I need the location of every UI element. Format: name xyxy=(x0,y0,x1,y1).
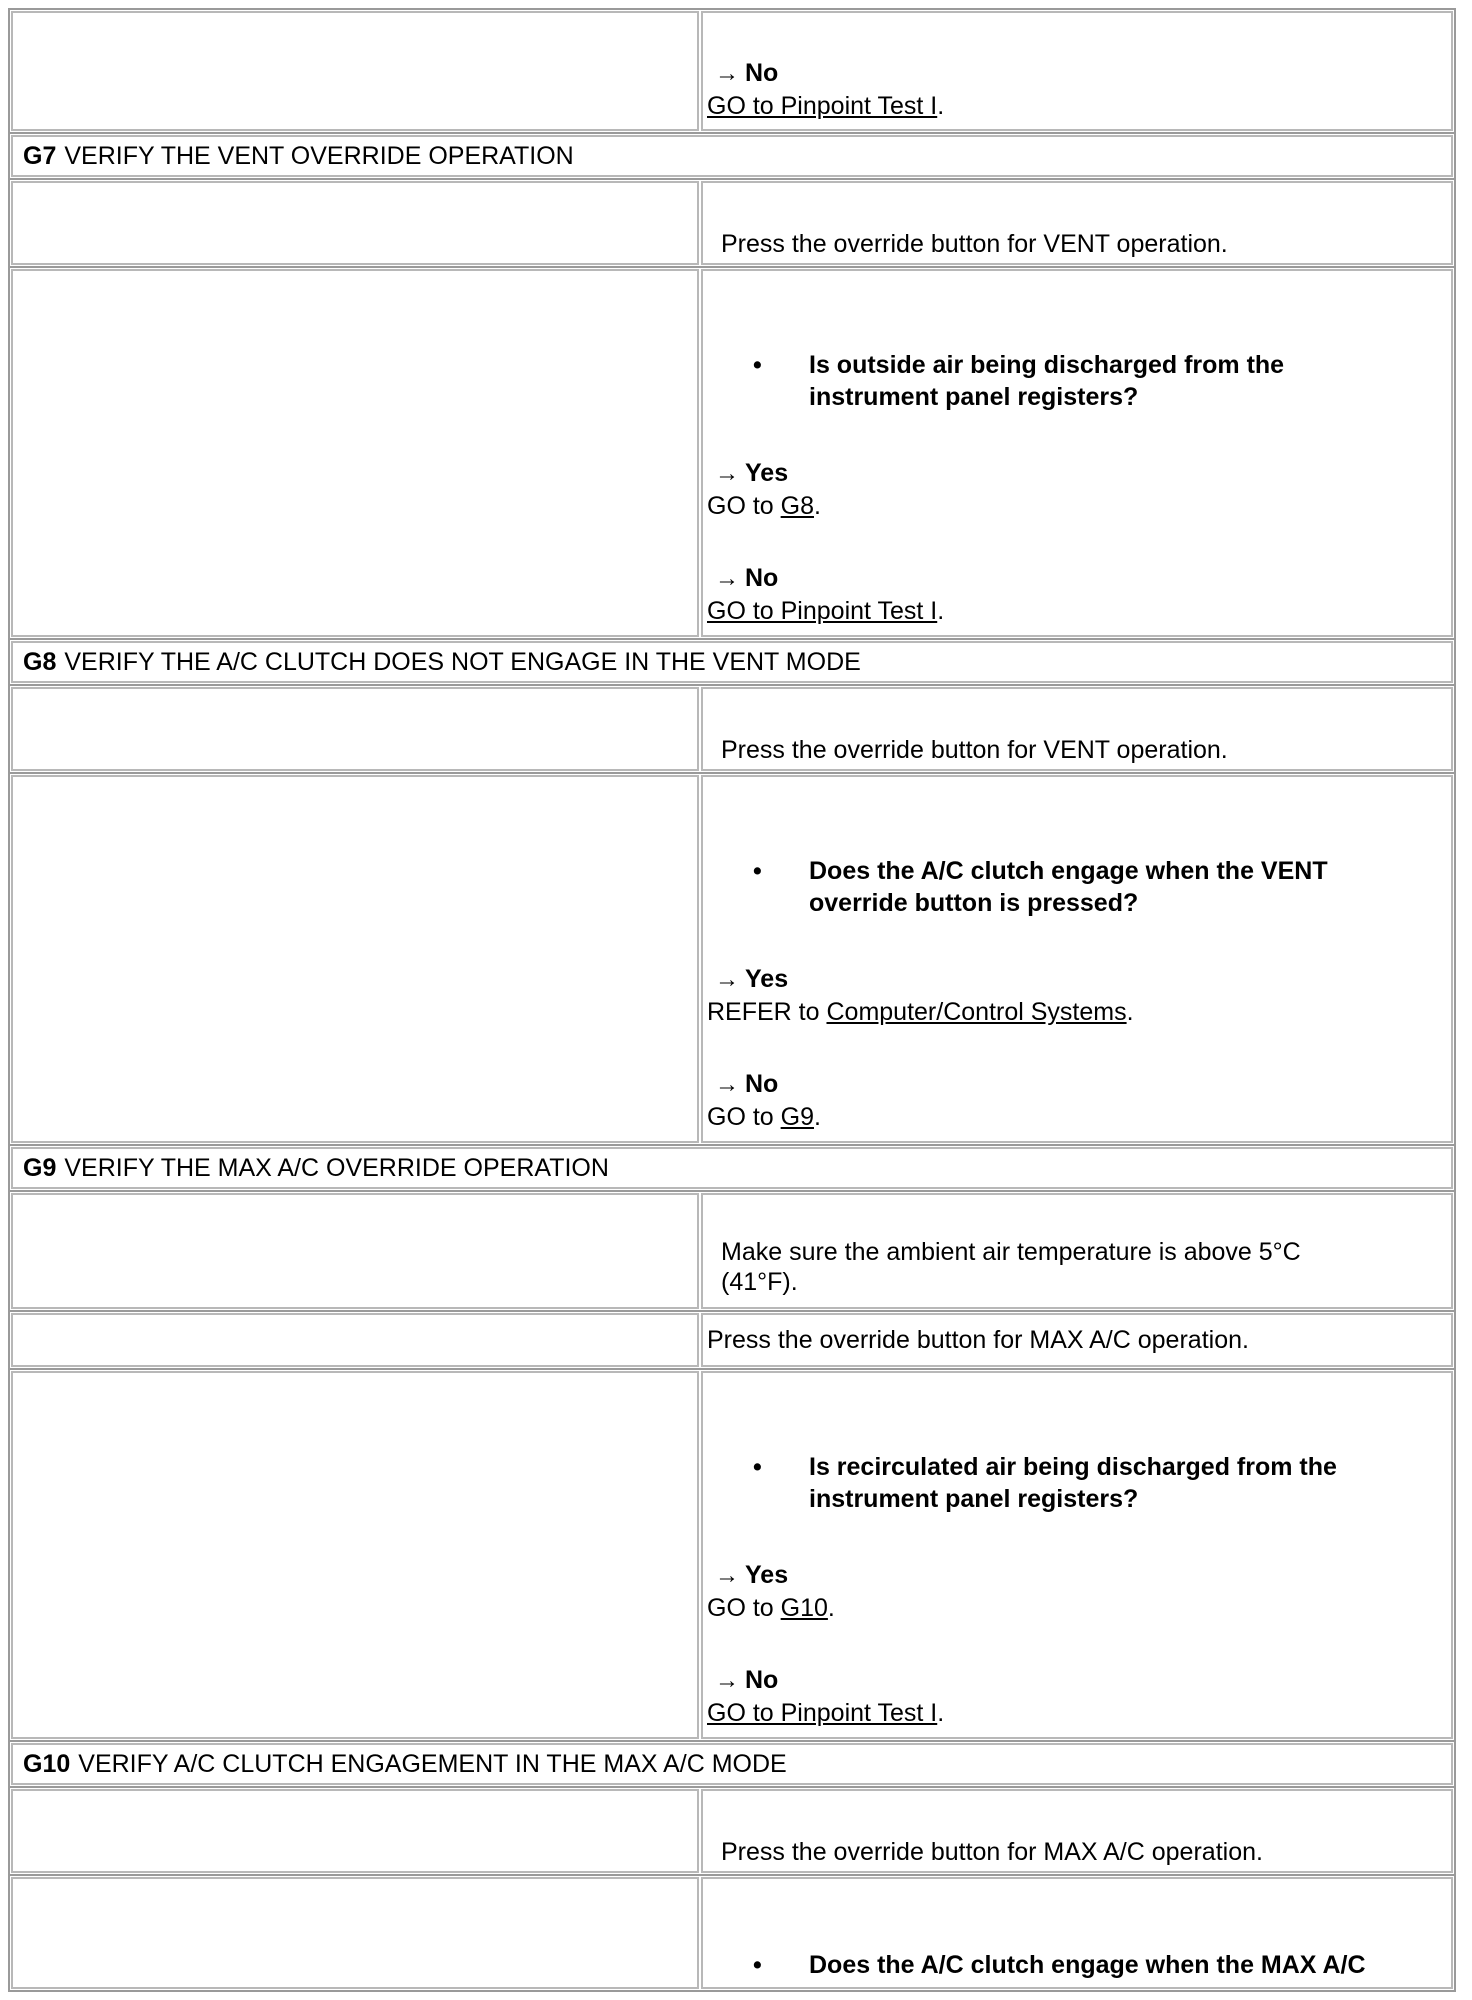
instruction-cell xyxy=(701,687,1453,771)
action-cell-empty xyxy=(11,1877,699,1989)
instruction-cell xyxy=(701,1193,1453,1309)
step-header-g10 xyxy=(10,1742,1454,1788)
pinpoint-test-i-link[interactable]: GO to Pinpoint Test I xyxy=(707,597,938,625)
step-title: VERIFY THE VENT OVERRIDE OPERATION xyxy=(64,141,574,170)
step-title-cell xyxy=(11,641,1453,683)
yes-branch: → Yes GO to G8. xyxy=(707,459,821,520)
table-row xyxy=(10,180,1454,268)
no-branch: → No GO to G9. xyxy=(707,1070,821,1131)
question-text: • Does the A/C clutch engage when the VENT override button is pressed? xyxy=(753,857,1328,917)
action-cell-empty xyxy=(11,1371,699,1739)
yes-prefix: GO to xyxy=(707,492,781,520)
question-cell xyxy=(701,269,1453,637)
table-row xyxy=(10,1876,1454,1990)
no-branch: → No GO to Pinpoint Test I. xyxy=(707,1666,945,1727)
question-text: • Is outside air being discharged from the instrument panel registers? xyxy=(753,351,1285,411)
bullet-icon: • xyxy=(753,857,762,885)
step-id: G9 xyxy=(23,1153,57,1182)
table-row xyxy=(10,686,1454,774)
result-cell xyxy=(701,11,1453,131)
no-prefix: GO to xyxy=(707,1103,781,1131)
g8-link[interactable]: G8 xyxy=(780,492,814,520)
no-label: No xyxy=(745,564,779,592)
instruction-cell xyxy=(701,181,1453,265)
yes-label: Yes xyxy=(745,459,789,487)
action-cell-empty xyxy=(11,1789,699,1873)
table-row xyxy=(10,1370,1454,1742)
step-title-cell xyxy=(11,135,1453,177)
step-id: G8 xyxy=(23,647,57,676)
yes-branch: → Yes REFER to Computer/Control Systems. xyxy=(707,965,1134,1026)
arrow-icon: → xyxy=(715,966,739,993)
step-header-g7 xyxy=(10,134,1454,180)
action-cell-empty xyxy=(11,181,699,265)
arrow-icon: → xyxy=(715,565,739,592)
pinpoint-test-i-link[interactable]: GO to Pinpoint Test I xyxy=(707,92,938,120)
action-cell-empty xyxy=(11,775,699,1143)
instruction-text: Press the override button for MAX A/C operation. xyxy=(707,1326,1249,1354)
g9-link[interactable]: G9 xyxy=(780,1103,814,1131)
table-row xyxy=(10,1312,1454,1370)
bullet-icon: • xyxy=(753,1453,762,1481)
table-row xyxy=(10,268,1454,640)
question-text: • Is recirculated air being discharged from the instrument panel registers? xyxy=(753,1453,1337,1513)
instruction-text: Press the override button for VENT operation. xyxy=(721,230,1228,258)
action-cell-empty xyxy=(11,1193,699,1309)
instruction-text: Make sure the ambient air temperature is above 5°C (41°F). xyxy=(721,1238,1301,1296)
no-label: No xyxy=(745,1666,779,1694)
table-row xyxy=(10,10,1454,134)
step-title-cell xyxy=(11,1743,1453,1785)
step-title: VERIFY A/C CLUTCH ENGAGEMENT IN THE MAX A/C MODE xyxy=(78,1749,787,1778)
arrow-icon: → xyxy=(715,1667,739,1694)
yes-label: Yes xyxy=(745,1561,789,1589)
no-label: No xyxy=(745,59,779,87)
yes-branch: → Yes GO to G10. xyxy=(707,1561,835,1622)
arrow-icon: → xyxy=(715,460,739,487)
instruction-text: Press the override button for VENT operation. xyxy=(721,736,1228,764)
yes-prefix: GO to xyxy=(707,1594,781,1622)
instruction-cell xyxy=(701,1313,1453,1367)
question-cell xyxy=(701,1877,1453,1989)
step-title: VERIFY THE A/C CLUTCH DOES NOT ENGAGE IN THE VENT MODE xyxy=(64,647,861,676)
arrow-icon: → xyxy=(715,1562,739,1589)
arrow-icon: → xyxy=(715,60,739,87)
pinpoint-test-i-link[interactable]: GO to Pinpoint Test I xyxy=(707,1699,938,1727)
table-row xyxy=(10,1192,1454,1312)
action-cell-empty xyxy=(11,269,699,637)
no-label: No xyxy=(745,1070,779,1098)
diagnostic-table xyxy=(8,8,1456,1992)
question-cell xyxy=(701,775,1453,1143)
bullet-icon: • xyxy=(753,351,762,379)
action-cell-empty xyxy=(11,1313,699,1367)
step-title: VERIFY THE MAX A/C OVERRIDE OPERATION xyxy=(64,1153,609,1182)
no-branch: → No GO to Pinpoint Test I. xyxy=(707,564,945,625)
step-header-g9 xyxy=(10,1146,1454,1192)
instruction-cell xyxy=(701,1789,1453,1873)
action-cell-empty xyxy=(11,687,699,771)
bullet-icon: • xyxy=(753,1951,762,1979)
question-text: • Does the A/C clutch engage when the MAX A/C xyxy=(753,1951,1366,1979)
computer-control-systems-link[interactable]: Computer/Control Systems xyxy=(826,998,1127,1026)
step-id: G7 xyxy=(23,141,57,170)
period: . xyxy=(937,92,945,120)
question-cell xyxy=(701,1371,1453,1739)
table-row xyxy=(10,774,1454,1146)
yes-label: Yes xyxy=(745,965,789,993)
g10-link[interactable]: G10 xyxy=(780,1594,828,1622)
yes-prefix: REFER to xyxy=(707,998,827,1026)
table-row xyxy=(10,1788,1454,1876)
arrow-icon: → xyxy=(715,1071,739,1098)
step-header-g8 xyxy=(10,640,1454,686)
step-id: G10 xyxy=(23,1749,71,1778)
action-cell-empty xyxy=(11,11,699,131)
no-branch xyxy=(707,57,1451,122)
instruction-text: Press the override button for MAX A/C operation. xyxy=(721,1838,1263,1866)
step-title-cell xyxy=(11,1147,1453,1189)
